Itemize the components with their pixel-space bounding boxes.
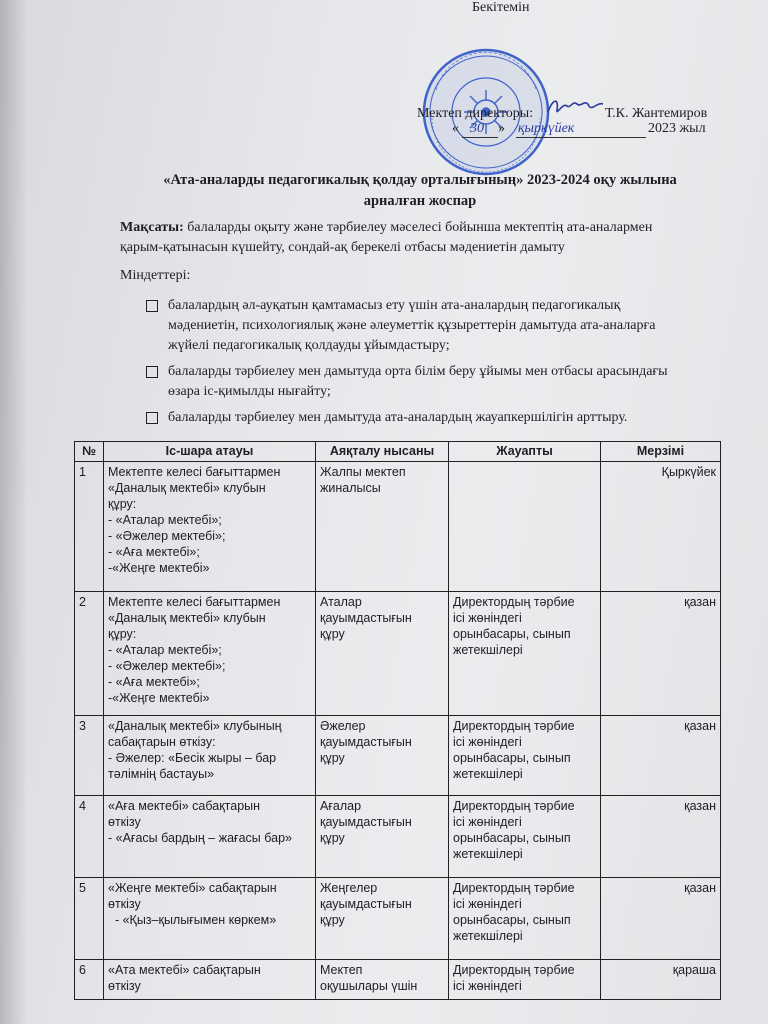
table-row (75, 592, 721, 716)
form-cell-line: құру (320, 913, 345, 927)
checkbox-bullet-icon (146, 412, 158, 424)
responsible-cell-line: орынбасары, сынып (453, 627, 571, 641)
task-item (146, 408, 711, 428)
task-1-line-2: мәдениетін, психологиялық және әлеуметтік құзыреттерін дамытуда ата-аналарға (168, 318, 656, 333)
form-cell (316, 878, 449, 960)
term-cell: Қыркүйек (601, 462, 721, 592)
aim-text-1: балаларды оқыту және тәрбиелеу мәселесі бойынша мектептің ата-аналармен (187, 220, 653, 235)
responsible-cell (449, 592, 601, 716)
header-number: № (75, 442, 104, 462)
term-cell: қазан (601, 716, 721, 796)
date-year: 2023 жыл (648, 121, 706, 136)
director-position: Мектеп директоры: (417, 106, 534, 121)
month-underline (516, 137, 646, 138)
event-cell-line: - «Ағасы бардың – жағасы бар» (108, 831, 292, 845)
task-item (146, 296, 711, 356)
event-cell-line: - «Әжелер мектебі»; (108, 659, 226, 673)
date-month: қыркүйек (518, 121, 575, 136)
responsible-cell-line: ісі жөніндегі (453, 611, 522, 625)
document-title (120, 170, 720, 212)
task-2-line-2: өзара іс-қимылды нығайту; (168, 384, 331, 399)
responsible-cell-line: ісі жөніндегі (453, 815, 522, 829)
form-cell (316, 462, 449, 592)
checkbox-bullet-icon (146, 300, 158, 312)
event-cell (104, 878, 316, 960)
event-cell-line: «Ата мектебі» сабақтарын (108, 963, 261, 977)
form-cell (316, 960, 449, 1000)
task-text (168, 362, 711, 402)
event-cell-line: «Даналық мектебі» клубын (108, 611, 266, 625)
task-text (168, 296, 711, 356)
table-row (75, 796, 721, 878)
form-cell (316, 592, 449, 716)
page-edge-shadow (0, 0, 28, 1024)
title-line-2: арналған жоспар (363, 193, 477, 209)
responsible-cell-line: жетекшілері (453, 847, 523, 861)
header-form: Аяқталу нысаны (316, 442, 449, 462)
form-cell-line: құру (320, 751, 345, 765)
event-cell-line: -«Жеңге мектебі» (108, 561, 210, 575)
aim-paragraph (120, 218, 720, 258)
event-cell-line: тәлімнің бастауы» (108, 767, 215, 781)
row-number: 5 (75, 878, 104, 960)
director-name: Т.К. Жантемиров (605, 106, 708, 121)
form-cell-line: құру (320, 831, 345, 845)
event-cell-line: - «Қыз–қылығымен көркем» (108, 913, 277, 927)
table-row (75, 878, 721, 960)
task-text (168, 408, 711, 428)
event-cell (104, 592, 316, 716)
tasks-title: Міндеттері: (120, 268, 191, 283)
row-number: 1 (75, 462, 104, 592)
responsible-cell (449, 462, 601, 592)
approval-position-line (417, 106, 708, 122)
responsible-cell-line: Директордың тәрбие (453, 719, 575, 733)
table-row (75, 716, 721, 796)
title-line-1: «Ата-аналарды педагогикалық қолдау орталығының» 2023-2024 оқу жылына (163, 172, 677, 188)
event-cell-line: өткізу (108, 815, 141, 829)
term-cell: қазан (601, 878, 721, 960)
header-event: Іс-шара атауы (104, 442, 316, 462)
responsible-cell-line: Директордың тәрбие (453, 799, 575, 813)
responsible-cell-line: ісі жөніндегі (453, 735, 522, 749)
form-cell-line: Жалпы мектеп (320, 465, 406, 479)
day-underline (462, 137, 498, 138)
event-cell-line: -«Жеңге мектебі» (108, 691, 210, 705)
task-1-line-1: балалардың әл-ауқатын қамтамасыз ету үшін ата-аналардың педагогикалық (168, 298, 621, 313)
row-number: 6 (75, 960, 104, 1000)
row-number: 4 (75, 796, 104, 878)
event-cell-line: Мектепте келесі бағыттармен (108, 465, 281, 479)
event-cell-line: - «Әжелер мектебі»; (108, 529, 226, 543)
form-cell (316, 716, 449, 796)
task-3-line-1: балаларды тәрбиелеу мен дамытуда ата-аналардың жауапкершілігін арттыру. (168, 410, 628, 425)
form-cell (316, 796, 449, 878)
task-item (146, 362, 711, 402)
event-cell-line: өткізу (108, 979, 141, 993)
event-cell-line: - Әжелер: «Бесік жыры – бар (108, 751, 277, 765)
responsible-cell-line: орынбасары, сынып (453, 913, 571, 927)
form-cell-line: қауымдастығын (320, 815, 412, 829)
table-header-row (75, 442, 721, 462)
date-quote-open: « (452, 121, 459, 136)
form-cell-line: Мектеп (320, 963, 363, 977)
form-cell-line: Аталар (320, 595, 362, 609)
event-cell-line: «Даналық мектебі» клубын (108, 481, 266, 495)
event-cell-line: өткізу (108, 897, 141, 911)
event-cell-line: құру: (108, 497, 137, 511)
term-cell: қазан (601, 592, 721, 716)
table-row (75, 462, 721, 592)
responsible-cell-line: жетекшілері (453, 929, 523, 943)
event-cell-line: «Аға мектебі» сабақтарын (108, 799, 261, 813)
aim-label: Мақсаты: (120, 220, 184, 235)
event-cell-line: «Даналық мектебі» клубының (108, 719, 282, 733)
responsible-cell-line: Директордың тәрбие (453, 595, 575, 609)
event-cell-line: «Жеңге мектебі» сабақтарын (108, 881, 277, 895)
responsible-cell-line: ісі жөніндегі (453, 979, 522, 993)
responsible-cell (449, 796, 601, 878)
form-cell-line: оқушылары үшін (320, 979, 418, 993)
checkbox-bullet-icon (146, 366, 158, 378)
event-cell-line: сабақтарын өткізу: (108, 735, 216, 749)
event-cell (104, 796, 316, 878)
term-cell: қараша (601, 960, 721, 1000)
header-responsible: Жауапты (449, 442, 601, 462)
form-cell-line: Жеңгелер (320, 881, 378, 895)
date-day: 30 (470, 121, 484, 136)
form-cell-line: жиналысы (320, 481, 381, 495)
plan-table (74, 441, 721, 1000)
row-number: 2 (75, 592, 104, 716)
table-body (75, 462, 721, 1000)
responsible-cell (449, 878, 601, 960)
event-cell (104, 716, 316, 796)
aim-text-2: қарым-қатынасын күшейту, сондай-ақ берекелі отбасы мәдениетін дамыту (120, 240, 565, 255)
task-1-line-3: жүйелі педагогикалық қолдауды ұйымдастыру; (168, 338, 450, 353)
event-cell-line: - «Аталар мектебі»; (108, 643, 222, 657)
form-cell-line: Әжелер (320, 719, 366, 733)
event-cell-line: - «Аға мектебі»; (108, 675, 200, 689)
responsible-cell-line: орынбасары, сынып (453, 751, 571, 765)
event-cell (104, 462, 316, 592)
approval-title: Бекітемін (472, 0, 530, 15)
form-cell-line: қауымдастығын (320, 611, 412, 625)
event-cell-line: - «Аталар мектебі»; (108, 513, 222, 527)
signature-icon (545, 94, 607, 120)
responsible-cell-line: жетекшілері (453, 767, 523, 781)
event-cell-line: құру: (108, 627, 137, 641)
event-cell (104, 960, 316, 1000)
responsible-cell (449, 716, 601, 796)
row-number: 3 (75, 716, 104, 796)
form-cell-line: қауымдастығын (320, 897, 412, 911)
term-cell: қазан (601, 796, 721, 878)
event-cell-line: - «Аға мектебі»; (108, 545, 200, 559)
form-cell-line: Ағалар (320, 799, 362, 813)
task-2-line-1: балаларды тәрбиелеу мен дамытуда орта білім беру ұйымы мен отбасы арасындағы (168, 364, 668, 379)
form-cell-line: қауымдастығын (320, 735, 412, 749)
form-cell-line: құру (320, 627, 345, 641)
responsible-cell-line: Директордың тәрбие (453, 881, 575, 895)
table-row (75, 960, 721, 1000)
event-cell-line: Мектепте келесі бағыттармен (108, 595, 281, 609)
header-term: Мерзімі (601, 442, 721, 462)
responsible-cell-line: орынбасары, сынып (453, 831, 571, 845)
responsible-cell-line: ісі жөніндегі (453, 897, 522, 911)
responsible-cell (449, 960, 601, 1000)
responsible-cell-line: Директордың тәрбие (453, 963, 575, 977)
responsible-cell-line: жетекшілері (453, 643, 523, 657)
date-quote-close: » (498, 121, 505, 136)
